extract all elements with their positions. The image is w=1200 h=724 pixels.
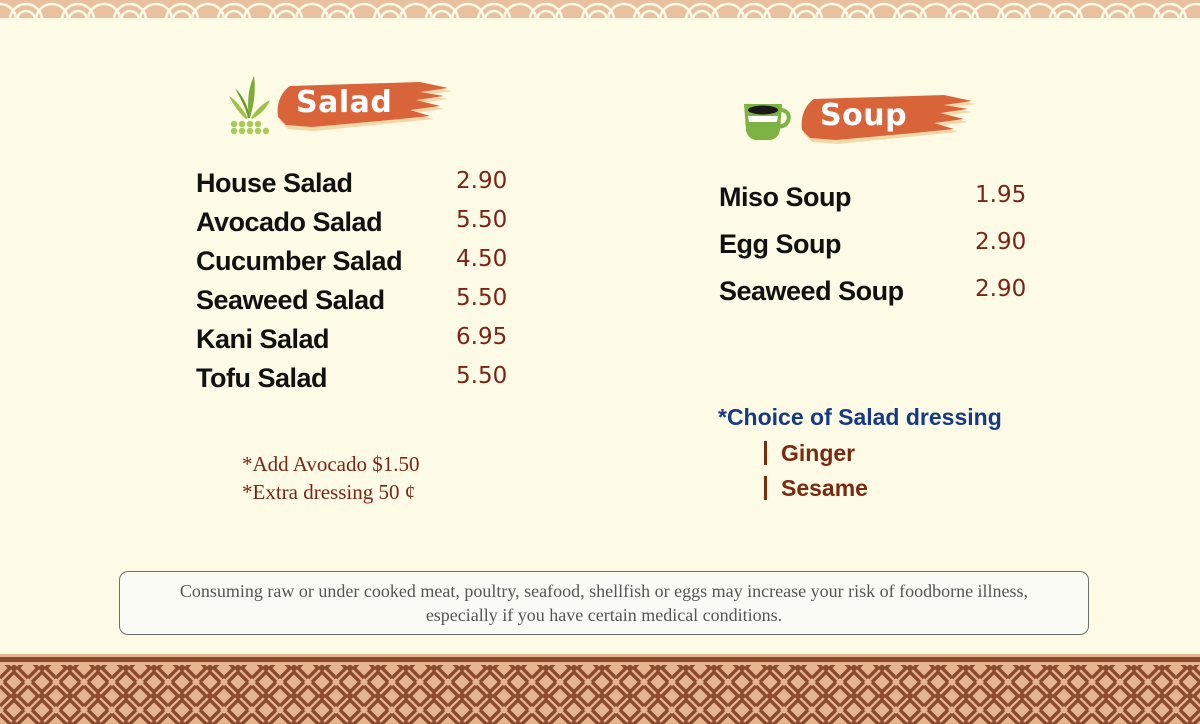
item-price: 2.90	[975, 229, 1027, 255]
item-name: Cucumber Salad	[196, 246, 403, 276]
salad-title-badge	[274, 77, 454, 133]
salad-list	[196, 168, 516, 402]
item-price: 5.50	[456, 207, 508, 233]
menu-item	[196, 207, 516, 246]
item-price: 2.90	[975, 276, 1027, 302]
salad-notes	[242, 450, 420, 506]
dressing-title: *Choice of Salad dressing	[718, 404, 1002, 430]
item-price: 2.90	[456, 168, 508, 194]
note-add-avocado: *Add Avocado $1.50	[242, 452, 420, 476]
soup-title: Soup	[820, 98, 908, 133]
soup-heading	[742, 90, 978, 146]
soup-list	[719, 182, 1039, 323]
item-name: Seaweed Salad	[196, 285, 385, 315]
menu-item	[719, 276, 1039, 323]
item-price: 6.95	[456, 324, 508, 350]
menu-item	[196, 246, 516, 285]
disclaimer-line: especially if you have certain medical conditions.	[425, 605, 783, 625]
divider-bar	[764, 476, 767, 500]
divider-bar	[764, 441, 767, 465]
tea-cup-icon	[742, 94, 792, 142]
menu-item	[719, 229, 1039, 276]
soup-title-badge	[798, 90, 978, 146]
dressing-option-label: Sesame	[781, 475, 868, 501]
menu-item	[196, 324, 516, 363]
item-name: Tofu Salad	[196, 363, 328, 393]
top-scallop-border	[0, 0, 1200, 18]
item-name: Kani Salad	[196, 324, 330, 354]
item-name: Miso Soup	[719, 182, 851, 212]
disclaimer-line: Consuming raw or under cooked meat, poultry, seafood, shellfish or eggs may increase your risk of foodborne illness,	[179, 581, 1029, 601]
menu-item	[196, 363, 516, 402]
item-name: Seaweed Soup	[719, 276, 904, 306]
salad-heading	[226, 74, 454, 136]
menu-item	[196, 285, 516, 324]
dressing-option-label: Ginger	[781, 440, 856, 466]
note-extra-dressing: *Extra dressing 50 ¢	[242, 480, 416, 504]
item-name: House Salad	[196, 168, 353, 198]
item-price: 4.50	[456, 246, 508, 272]
plant-icon	[226, 74, 272, 136]
dressing-option	[718, 440, 1002, 475]
menu-item	[196, 168, 516, 207]
salad-title: Salad	[296, 85, 393, 120]
item-name: Avocado Salad	[196, 207, 383, 237]
item-price: 5.50	[456, 285, 508, 311]
dressing-choices	[718, 404, 1002, 510]
disclaimer-box	[119, 571, 1089, 635]
item-price: 5.50	[456, 363, 508, 389]
bottom-pattern-border	[0, 654, 1200, 724]
dressing-option	[718, 475, 1002, 510]
menu-item	[719, 182, 1039, 229]
item-name: Egg Soup	[719, 229, 841, 259]
item-price: 1.95	[975, 182, 1027, 208]
